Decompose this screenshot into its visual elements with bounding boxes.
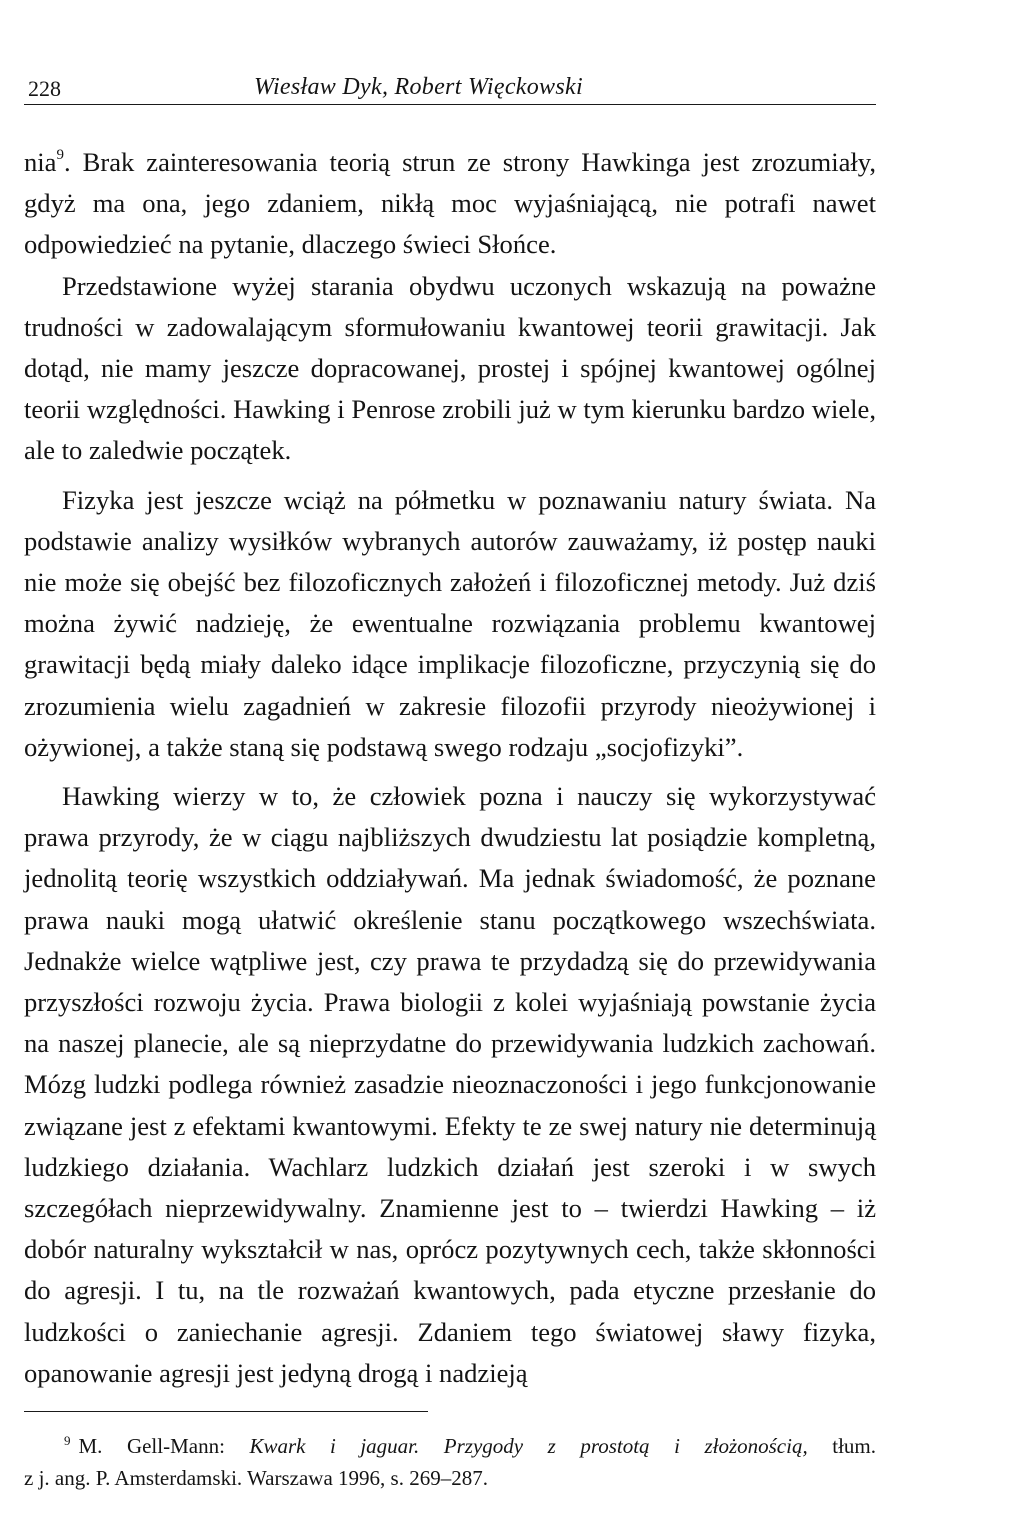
- running-title: Wiesław Dyk, Robert Więckowski: [254, 74, 583, 100]
- paragraph: Przedstawione wyżej starania obydwu uczonych wskazują na poważne trudności w zadowalającym sformułowaniu kwantowej teorii grawitacji. Jak dotąd, nie mamy jeszcze dopracowanej, prostej i spójnej kwantowej ogólnej teorii względności. Hawking i Penrose zrobili już w tym kierunku bardzo wiele, ale to zaledwie początek.: [24, 270, 876, 466]
- footnote-details: z j. ang. P. Amsterdamski. Warszawa 1996, s. 269–287.: [24, 1466, 488, 1490]
- footnote: [24, 1430, 876, 1494]
- footnote-title: Kwark i jaguar. Przygody z prostotą i złożonością,: [249, 1434, 808, 1458]
- footnote-separator: [24, 1411, 428, 1412]
- paragraph: Fizyka jest jeszcze wciąż na półmetku w poznawaniu natury świata. Na podstawie analizy wysiłków wybranych autorów zauważamy, iż postęp nauki nie może się obejść bez filozoficznych założeń i filozoficznej metody. Już dziś można żywić nadzieję, że ewentualne rozwiązania problemu kwantowej grawitacji będą miały daleko idące implikacje filozoficzne, przyczynią się do zrozumienia wielu zagadnień w zakresie filozofii przyrody nieożywionej i ożywionej, a także staną się podstawą swego rodzaju „socjofizyki”.: [24, 484, 876, 762]
- footnote-number: 9: [64, 1433, 71, 1448]
- paragraph-continuation: [24, 142, 876, 266]
- main-text: [24, 142, 876, 1394]
- footnote-line: [24, 1430, 876, 1462]
- book-page: [24, 0, 876, 1515]
- footnote-translator: tłum.: [832, 1434, 876, 1458]
- running-header: [24, 72, 876, 105]
- footnote-reference[interactable]: 9: [56, 147, 64, 164]
- paragraph-text: . Brak zainteresowania teorią strun ze strony Hawkinga jest zrozumiały, gdyż ma ona, jego zdaniem, nikłą moc wyjaśniającą, nie potrafi nawet odpowiedzieć na pytanie, dlaczego świeci Słońce.: [24, 147, 876, 260]
- page-number: 228: [28, 76, 61, 101]
- paragraph: Hawking wierzy w to, że człowiek pozna i nauczy się wykorzystywać prawa przyrody, że w ciągu najbliższych dwudziestu lat posiądzie kompletną, jednolitą teorię wszystkich oddziaływań. Ma jednak świadomość, że poznane prawa nauki mogą ułatwić określenie stanu początkowego wszechświata. Jednakże wielce wątpliwe jest, czy prawa te przydadzą się do przewidywania przyszłości rozwoju życia. Prawa biologii z kolei wyjaśniają powstanie życia na naszej planecie, ale są nieprzydatne do przewidywania ludzkich zachowań. Mózg ludzki podlega również zasadzie nieoznaczoności i jego funkcjonowanie związane jest z efektami kwantowymi. Efekty te ze swej natury nie determinują ludzkiego działania. Wachlarz ludzkich działań jest szeroki i w swych szczegółach nieprzewidywalny. Znamienne jest to – twierdzi Hawking – iż dobór naturalny wykształcił w nas, oprócz pozytywnych cech, także skłonności do agresji. I tu, na tle rozważań kwantowych, pada etyczne przesłanie do ludzkości o zaniechanie agresji. Zdaniem tego światowej sławy fizyka, opanowanie agresji jest jedyną drogą i nadzieją: [24, 781, 876, 1388]
- paragraph-lead: nia: [24, 147, 57, 177]
- footnote-author: M. Gell-Mann:: [78, 1434, 225, 1458]
